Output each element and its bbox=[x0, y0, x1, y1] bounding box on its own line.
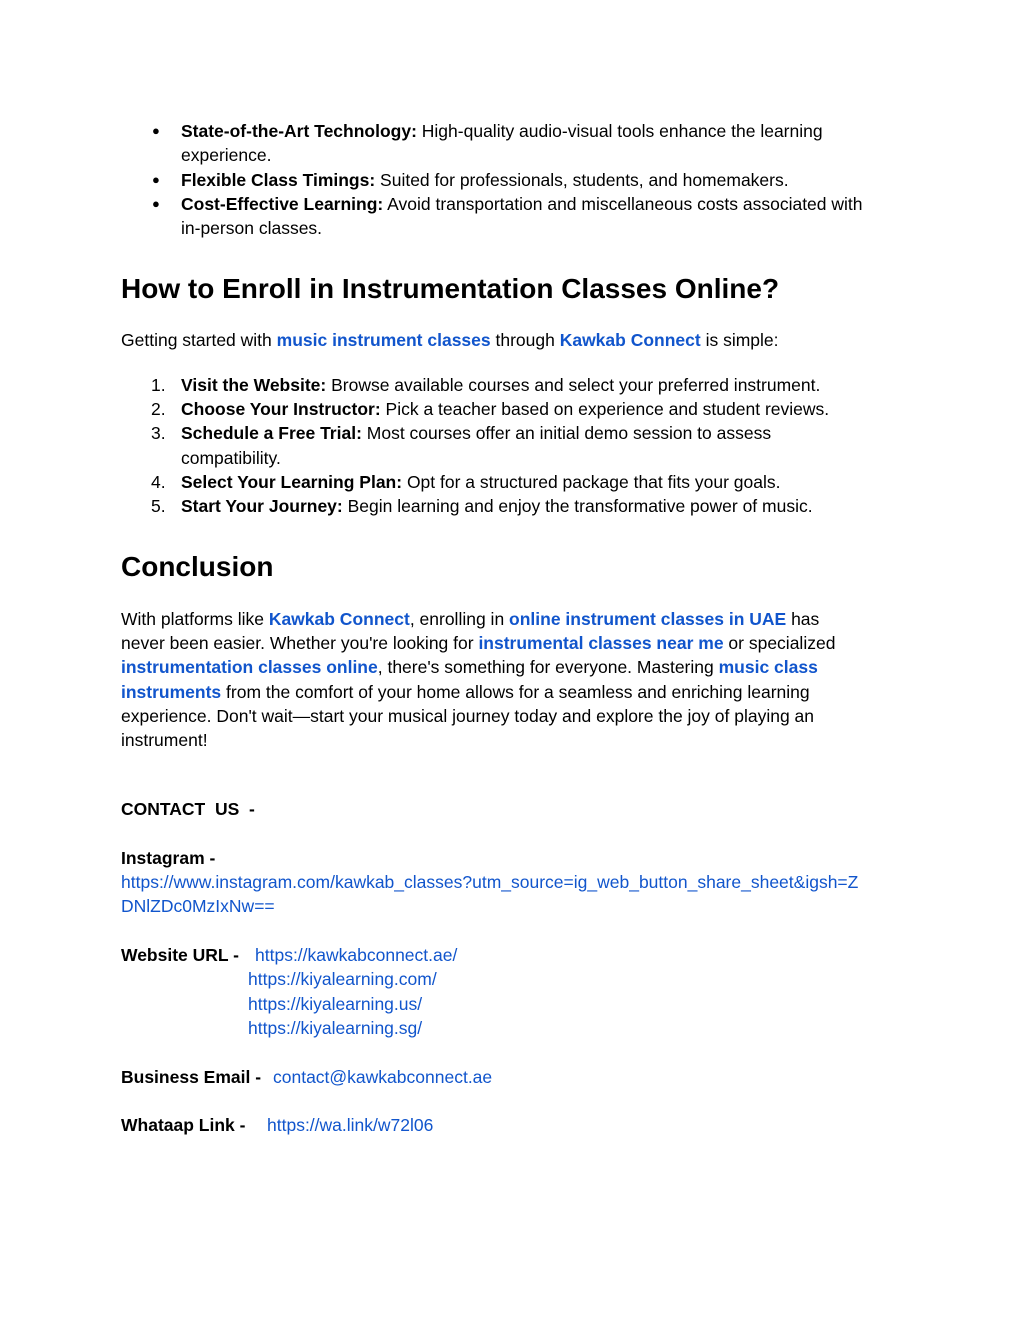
bullet-text-continued: in-person classes. bbox=[181, 218, 323, 238]
list-item bbox=[181, 397, 829, 421]
step-number: 1. bbox=[151, 375, 166, 395]
kawkab-connect-link[interactable]: Kawkab Connect bbox=[559, 330, 701, 350]
website-url-link[interactable]: https://kawkabconnect.ae/ bbox=[255, 945, 458, 965]
step-number: 5. bbox=[151, 496, 166, 516]
bullet-title: Flexible Class Timings: bbox=[181, 170, 376, 190]
enroll-heading: How to Enroll in Instrumentation Classes Online? bbox=[121, 273, 780, 304]
list-item bbox=[181, 119, 823, 143]
list-item bbox=[181, 373, 820, 397]
bullet-marker: ● bbox=[152, 196, 160, 211]
bullet-title: Cost-Effective Learning: bbox=[181, 194, 384, 214]
list-item bbox=[181, 494, 813, 518]
step-text: Begin learning and enjoy the transformative power of music. bbox=[342, 496, 813, 516]
website-url-link[interactable]: https://kiyalearning.us/ bbox=[248, 994, 423, 1014]
instrumentation-classes-online-link[interactable]: instrumentation classes online bbox=[121, 657, 378, 677]
intro-text: through bbox=[490, 330, 560, 350]
step-text: Opt for a structured package that fits your goals. bbox=[402, 472, 781, 492]
step-text: Most courses offer an initial demo session to assess bbox=[361, 423, 772, 443]
bullet-marker: ● bbox=[152, 123, 160, 138]
music-class-instruments-link[interactable]: music class bbox=[718, 657, 818, 677]
conclusion-heading: Conclusion bbox=[121, 551, 274, 582]
paragraph-line bbox=[121, 680, 810, 704]
paragraph-line bbox=[121, 655, 818, 679]
step-title: Select Your Learning Plan: bbox=[181, 472, 403, 492]
step-title: Choose Your Instructor: bbox=[181, 399, 381, 419]
website-url-link[interactable]: https://kiyalearning.sg/ bbox=[248, 1018, 423, 1038]
list-item bbox=[181, 421, 771, 445]
list-item bbox=[181, 168, 789, 192]
paragraph-line: instrument! bbox=[121, 730, 208, 750]
paragraph-text: or specialized bbox=[723, 633, 836, 653]
paragraph-line bbox=[121, 607, 819, 631]
music-class-instruments-link-continued[interactable]: instruments bbox=[121, 682, 222, 702]
instrumental-classes-near-me-link[interactable]: instrumental classes near me bbox=[478, 633, 724, 653]
step-title: Visit the Website: bbox=[181, 375, 327, 395]
bullet-marker: ● bbox=[152, 172, 160, 187]
paragraph-text: With platforms like bbox=[121, 609, 269, 629]
website-label: Website URL - bbox=[121, 945, 239, 965]
list-item bbox=[181, 470, 780, 494]
enroll-intro bbox=[121, 328, 779, 352]
list-item bbox=[181, 192, 863, 216]
step-title: Start Your Journey: bbox=[181, 496, 343, 516]
paragraph-line: experience. Don't wait—start your musical journey today and explore the joy of playing an bbox=[121, 706, 815, 726]
step-number: 4. bbox=[151, 472, 166, 492]
business-email-link[interactable]: contact@kawkabconnect.ae bbox=[273, 1067, 493, 1087]
online-instrument-classes-uae-link[interactable]: online instrument classes in UAE bbox=[509, 609, 787, 629]
paragraph-line bbox=[121, 631, 835, 655]
step-title: Schedule a Free Trial: bbox=[181, 423, 362, 443]
paragraph-text: , there's something for everyone. Mastering bbox=[377, 657, 719, 677]
step-text: Browse available courses and select your preferred instrument. bbox=[326, 375, 821, 395]
bullet-text: Suited for professionals, students, and homemakers. bbox=[375, 170, 789, 190]
paragraph-text: , enrolling in bbox=[409, 609, 510, 629]
instagram-label: Instagram - bbox=[121, 848, 216, 868]
kawkab-connect-link[interactable]: Kawkab Connect bbox=[268, 609, 410, 629]
bullet-title: State-of-the-Art Technology: bbox=[181, 121, 417, 141]
website-url-link[interactable]: https://kiyalearning.com/ bbox=[248, 969, 437, 989]
paragraph-text: never been easier. Whether you're looking for bbox=[121, 633, 479, 653]
contact-heading: CONTACT US - bbox=[121, 799, 255, 819]
step-text-continued: compatibility. bbox=[181, 448, 281, 468]
paragraph-text: has bbox=[786, 609, 820, 629]
intro-text: is simple: bbox=[700, 330, 779, 350]
bullet-text-continued: experience. bbox=[181, 145, 272, 165]
music-instrument-classes-link[interactable]: music instrument classes bbox=[276, 330, 491, 350]
step-number: 3. bbox=[151, 423, 166, 443]
bullet-text: High-quality audio-visual tools enhance the learning bbox=[416, 121, 823, 141]
step-number: 2. bbox=[151, 399, 166, 419]
whatsapp-link[interactable]: https://wa.link/w72l06 bbox=[267, 1115, 434, 1135]
step-text: Pick a teacher based on experience and student reviews. bbox=[380, 399, 830, 419]
instagram-url-link-continued[interactable]: DNlZDc0MzIxNw== bbox=[121, 896, 275, 916]
bullet-text: Avoid transportation and miscellaneous costs associated with bbox=[383, 194, 863, 214]
whatsapp-label: Whataap Link - bbox=[121, 1115, 246, 1135]
business-email-label: Business Email - bbox=[121, 1067, 262, 1087]
paragraph-text: from the comfort of your home allows for a seamless and enriching learning bbox=[221, 682, 810, 702]
intro-text: Getting started with bbox=[121, 330, 277, 350]
instagram-url-link[interactable]: https://www.instagram.com/kawkab_classes?utm_source=ig_web_button_share_sheet&igsh=Z bbox=[121, 872, 859, 892]
